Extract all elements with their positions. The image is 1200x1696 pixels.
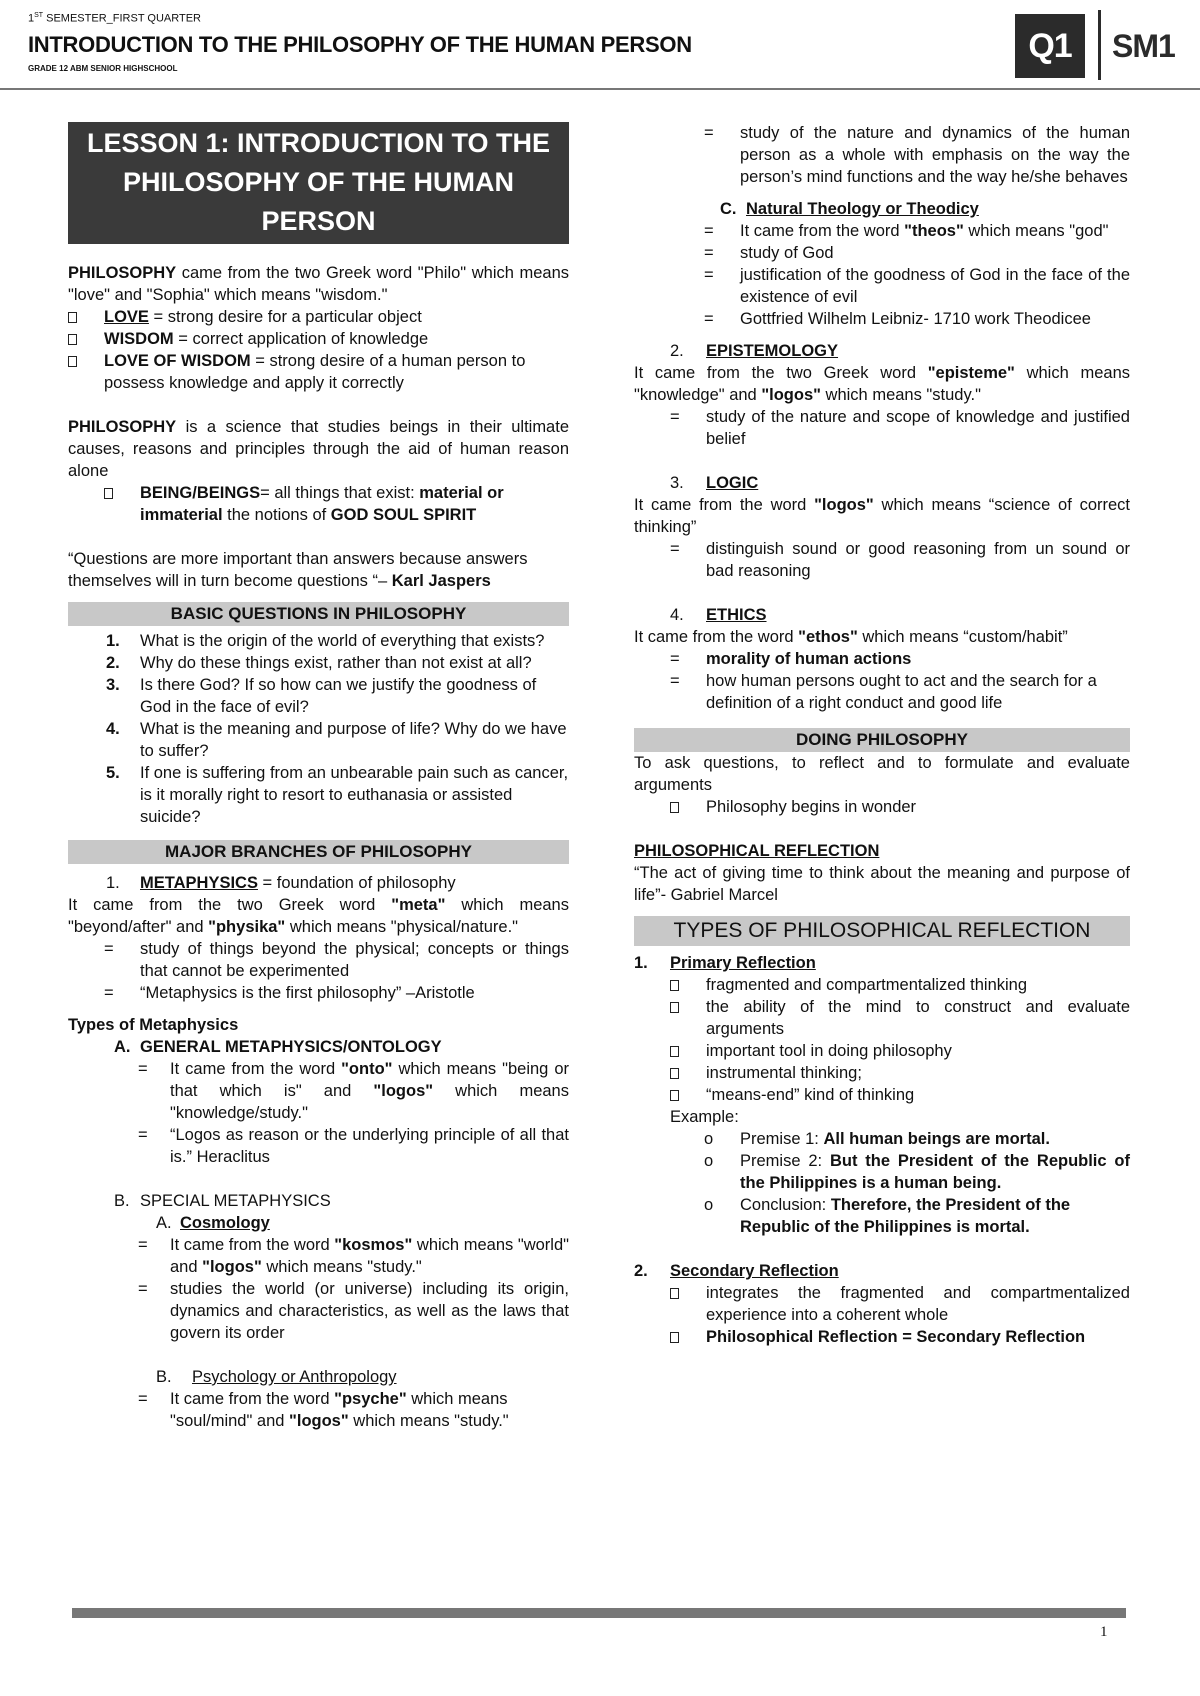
checkbox-bullet-icon bbox=[670, 980, 679, 991]
semester-label: 1ST SEMESTER_FIRST QUARTER bbox=[28, 12, 201, 25]
example-label: Example: bbox=[670, 1108, 739, 1126]
course-title: INTRODUCTION TO THE PHILOSOPHY OF THE HUMAN PERSON bbox=[28, 32, 692, 57]
header-rule bbox=[0, 88, 1200, 90]
list-item: fragmented and compartmentalized thinking bbox=[634, 974, 1130, 996]
list-item: 4. What is the meaning and purpose of life? Why do we have to suffer? bbox=[106, 720, 567, 760]
list-item: = It came from the word "onto" which means "being or that which is" and "logos" which means "knowledge/study." bbox=[138, 1060, 569, 1122]
grade-label: GRADE 12 ABM SENIOR HIGHSCHOOL bbox=[28, 64, 178, 73]
philosophy-science-definition: PHILOSOPHY is a science that studies beings in their ultimate causes, reasons and principles through the aid of human reason alone bbox=[68, 418, 569, 480]
ethics-origin: It came from the word "ethos" which means “custom/habit” bbox=[634, 628, 1068, 646]
list-item: B. Psychology or Anthropology bbox=[156, 1368, 397, 1386]
list-item: 3. LOGIC bbox=[670, 474, 759, 492]
checkbox-bullet-icon bbox=[670, 802, 679, 813]
list-item: 1. What is the origin of the world of everything that exists? bbox=[106, 632, 545, 650]
list-item: 1. METAPHYSICS = foundation of philosophy bbox=[106, 874, 456, 892]
checkbox-bullet-icon bbox=[670, 1090, 679, 1101]
list-item: o Premise 2: But the President of the Republic of the Philippines is a human being. bbox=[704, 1152, 1130, 1192]
list-item: = It came from the word "kosmos" which means "world" and "logos" which means "study." bbox=[138, 1236, 570, 1276]
doing-philosophy-heading: DOING PHILOSOPHY bbox=[634, 728, 1130, 752]
list-item: LOVE = strong desire for a particular object bbox=[68, 306, 569, 328]
list-item: Philosophy begins in wonder bbox=[634, 796, 1130, 818]
list-item: = Gottfried Wilhelm Leibniz- 1710 work Theodicee bbox=[704, 310, 1091, 328]
left-column bbox=[68, 122, 569, 1432]
list-item: = how human persons ought to act and the search for a definition of a right conduct and good life bbox=[670, 672, 1097, 712]
list-item: = study of the nature and scope of knowledge and justified belief bbox=[670, 408, 1130, 448]
basic-questions-heading: BASIC QUESTIONS IN PHILOSOPHY bbox=[68, 602, 569, 626]
badge-divider bbox=[1098, 10, 1101, 80]
list-item: 2. Why do these things exist, rather than not exist at all? bbox=[106, 654, 532, 672]
list-item: = It came from the word "theos" which means "god" bbox=[704, 222, 1109, 240]
list-item: 3. Is there God? If so how can we justify the goodness of God in the face of evil? bbox=[106, 676, 537, 716]
module-badge: SM1 bbox=[1112, 28, 1175, 64]
list-item: LOVE OF WISDOM = strong desire of a human person to possess knowledge and apply it correctly bbox=[68, 350, 569, 394]
page-number: 1 bbox=[1100, 1624, 1108, 1640]
checkbox-bullet-icon bbox=[68, 334, 77, 345]
list-item: = study of the nature and dynamics of the human person as a whole with emphasis on the way the person’s mind functions and the way he/she behaves bbox=[704, 124, 1130, 186]
checkbox-bullet-icon bbox=[670, 1002, 679, 1013]
list-item: A. GENERAL METAPHYSICS/ONTOLOGY bbox=[114, 1038, 442, 1056]
list-item: 5. If one is suffering from an unbearable pain such as cancer, is it morally right to resort to euthanasia or assisted suicide? bbox=[106, 764, 569, 826]
list-item: = distinguish sound or good reasoning from un sound or bad reasoning bbox=[670, 540, 1130, 580]
doing-philosophy-text: To ask questions, to reflect and to formulate and evaluate arguments bbox=[634, 754, 1130, 794]
list-item: 2. Secondary Reflection bbox=[634, 1262, 839, 1280]
list-item: = morality of human actions bbox=[670, 650, 912, 668]
list-item: = “Metaphysics is the first philosophy” –Aristotle bbox=[104, 984, 475, 1002]
list-item: WISDOM = correct application of knowledge bbox=[68, 328, 569, 350]
list-item: instrumental thinking; bbox=[634, 1062, 1130, 1084]
list-item: important tool in doing philosophy bbox=[634, 1040, 1130, 1062]
list-item: = It came from the word "psyche" which means "soul/mind" and "logos" which means "study." bbox=[138, 1390, 509, 1430]
page-header bbox=[0, 0, 1200, 90]
list-item: Philosophical Reflection = Secondary Reflection bbox=[634, 1326, 1130, 1348]
footer-bar bbox=[72, 1608, 1126, 1618]
checkbox-bullet-icon bbox=[68, 312, 77, 323]
list-item: B. SPECIAL METAPHYSICS bbox=[114, 1192, 331, 1210]
epistemology-origin: It came from the two Greek word "episteme" which means "knowledge" and "logos" which means "study." bbox=[634, 364, 1130, 404]
list-item: = study of things beyond the physical; concepts or things that cannot be experimented bbox=[104, 940, 569, 980]
list-item: = studies the world (or universe) including its origin, dynamics and characteristics, as well as the laws that govern its order bbox=[138, 1280, 569, 1342]
list-item: 1. Primary Reflection bbox=[634, 954, 816, 972]
list-item: = study of God bbox=[704, 244, 834, 262]
list-item: C. Natural Theology or Theodicy bbox=[720, 200, 979, 218]
list-item: the ability of the mind to construct and evaluate arguments bbox=[634, 996, 1130, 1040]
list-item: o Conclusion: Therefore, the President of the Republic of the Philippines is mortal. bbox=[704, 1196, 1071, 1236]
types-of-reflection-heading: TYPES OF PHILOSOPHICAL REFLECTION bbox=[634, 916, 1130, 946]
checkbox-bullet-icon bbox=[670, 1332, 679, 1343]
checkbox-bullet-icon bbox=[68, 356, 77, 367]
quarter-badge: Q1 bbox=[1015, 14, 1085, 78]
philosophical-reflection-heading: PHILOSOPHICAL REFLECTION bbox=[634, 842, 880, 860]
checkbox-bullet-icon bbox=[670, 1288, 679, 1299]
list-item: 4. ETHICS bbox=[670, 606, 767, 624]
list-item: o Premise 1: All human beings are mortal. bbox=[704, 1130, 1050, 1148]
list-item: 2. EPISTEMOLOGY bbox=[670, 342, 839, 360]
major-branches-heading: MAJOR BRANCHES OF PHILOSOPHY bbox=[68, 840, 569, 864]
marcel-quote: “The act of giving time to think about the meaning and purpose of life”- Gabriel Marcel bbox=[634, 864, 1130, 904]
list-item: A. Cosmology bbox=[156, 1214, 270, 1232]
lesson-title: LESSON 1: INTRODUCTION TO THE PHILOSOPHY OF THE HUMAN PERSON bbox=[68, 122, 569, 244]
checkbox-bullet-icon bbox=[670, 1068, 679, 1079]
list-item: “means-end” kind of thinking bbox=[634, 1084, 1130, 1106]
list-item: = justification of the goodness of God in the face of the existence of evil bbox=[704, 266, 1130, 306]
philosophy-definition: PHILOSOPHY came from the two Greek word "Philo" which means "love" and "Sophia" which means "wisdom." bbox=[68, 264, 569, 304]
list-item: = “Logos as reason or the underlying principle of all that is.” Heraclitus bbox=[138, 1126, 569, 1166]
jaspers-quote: “Questions are more important than answers because answers themselves will in turn become questions “– Karl Jaspers bbox=[68, 550, 528, 590]
metaphysics-origin: It came from the two Greek word "meta" which means "beyond/after" and "physika" which means "physical/nature." bbox=[68, 896, 569, 936]
right-column bbox=[634, 122, 1130, 1348]
types-of-metaphysics-heading: Types of Metaphysics bbox=[68, 1016, 239, 1034]
logic-origin: It came from the word "logos" which means “science of correct thinking” bbox=[634, 496, 1130, 536]
list-item: integrates the fragmented and compartmentalized experience into a coherent whole bbox=[634, 1282, 1130, 1326]
checkbox-bullet-icon bbox=[670, 1046, 679, 1057]
checkbox-bullet-icon bbox=[104, 488, 113, 499]
list-item: BEING/BEINGS= all things that exist: material or immaterial the notions of GOD SOUL SPIRIT bbox=[68, 482, 569, 526]
